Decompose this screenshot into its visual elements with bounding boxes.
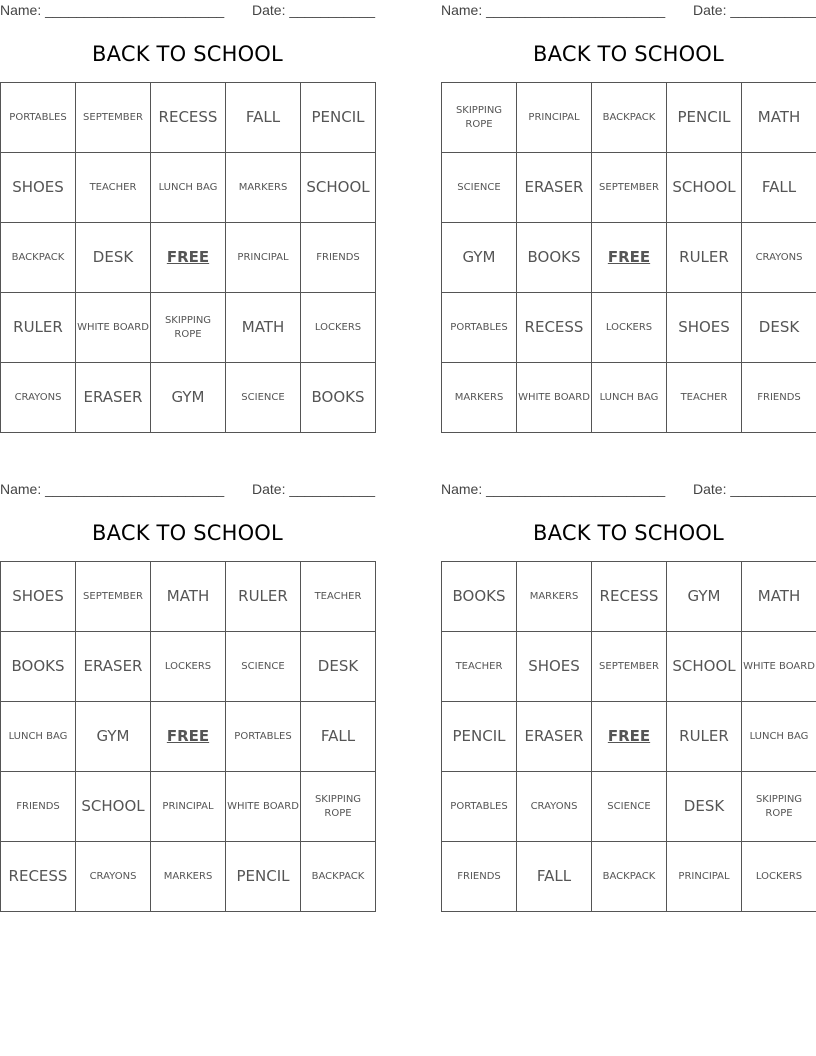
bingo-cell[interactable]: LOCKERS — [151, 632, 226, 702]
grid-row — [442, 702, 816, 772]
bingo-cell[interactable]: CRAYONS — [1, 363, 76, 433]
bingo-cell[interactable]: ERASER — [517, 153, 592, 223]
bingo-cell[interactable]: LUNCH BAG — [742, 702, 816, 772]
bingo-cell[interactable]: ERASER — [517, 702, 592, 772]
bingo-cell[interactable]: PORTABLES — [226, 702, 301, 772]
bingo-cell[interactable]: RECESS — [517, 293, 592, 363]
bingo-cell[interactable]: MARKERS — [442, 363, 517, 433]
bingo-cell[interactable]: SEPTEMBER — [76, 83, 151, 153]
bingo-cell[interactable]: PENCIL — [226, 842, 301, 912]
bingo-cell[interactable]: FRIENDS — [742, 363, 816, 433]
bingo-cell[interactable]: CRAYONS — [76, 842, 151, 912]
bingo-cell[interactable]: SHOES — [1, 153, 76, 223]
grid-row — [1, 363, 376, 433]
bingo-cell[interactable]: GYM — [667, 562, 742, 632]
bingo-cell[interactable]: MATH — [742, 562, 816, 632]
bingo-cell[interactable]: PRINCIPAL — [667, 842, 742, 912]
bingo-cell[interactable]: BACKPACK — [592, 83, 667, 153]
bingo-cell[interactable]: WHITE BOARD — [76, 293, 151, 363]
bingo-cell[interactable]: PENCIL — [301, 83, 376, 153]
name-field[interactable]: Name: _______________________ — [0, 2, 225, 18]
bingo-card-4 — [441, 479, 816, 911]
bingo-cell[interactable]: BOOKS — [1, 632, 76, 702]
bingo-cell[interactable]: BOOKS — [517, 223, 592, 293]
grid-row — [442, 632, 816, 702]
bingo-cell[interactable]: MARKERS — [517, 562, 592, 632]
bingo-cell[interactable]: RECESS — [1, 842, 76, 912]
bingo-cell[interactable]: RULER — [1, 293, 76, 363]
bingo-cell[interactable]: LOCKERS — [301, 293, 376, 363]
bingo-cell[interactable]: PENCIL — [442, 702, 517, 772]
grid-row — [1, 702, 376, 772]
bingo-cell[interactable]: SKIPPING ROPE — [301, 772, 376, 842]
bingo-cell[interactable]: FRIENDS — [1, 772, 76, 842]
bingo-cell[interactable]: GYM — [442, 223, 517, 293]
bingo-cell[interactable]: LOCKERS — [742, 842, 816, 912]
bingo-cell[interactable]: SHOES — [517, 632, 592, 702]
bingo-grid — [441, 561, 816, 912]
bingo-cell[interactable]: PORTABLES — [442, 772, 517, 842]
grid-row — [1, 153, 376, 223]
bingo-cell[interactable]: TEACHER — [442, 632, 517, 702]
date-field[interactable]: Date: ___________ — [252, 481, 375, 497]
header-line — [441, 481, 816, 499]
date-field[interactable]: Date: ___________ — [693, 481, 816, 497]
bingo-cell[interactable]: RULER — [667, 223, 742, 293]
grid-row — [442, 363, 816, 433]
bingo-cell[interactable]: FRIENDS — [442, 842, 517, 912]
bingo-cell[interactable]: SCIENCE — [226, 632, 301, 702]
bingo-cell[interactable]: MATH — [151, 562, 226, 632]
bingo-cell[interactable]: PENCIL — [667, 83, 742, 153]
grid-row — [1, 83, 376, 153]
bingo-cell[interactable]: SCIENCE — [592, 772, 667, 842]
grid-row — [442, 83, 816, 153]
grid-row — [1, 772, 376, 842]
name-field[interactable]: Name: _______________________ — [0, 481, 225, 497]
grid-row — [1, 562, 376, 632]
bingo-cell[interactable]: PORTABLES — [442, 293, 517, 363]
free-space-cell[interactable]: FREE — [592, 223, 667, 293]
bingo-cell[interactable]: TEACHER — [76, 153, 151, 223]
bingo-cell[interactable]: ERASER — [76, 632, 151, 702]
grid-row — [1, 632, 376, 702]
bingo-cell[interactable]: LUNCH BAG — [151, 153, 226, 223]
bingo-cell[interactable]: RECESS — [592, 562, 667, 632]
bingo-cell[interactable]: WHITE BOARD — [226, 772, 301, 842]
bingo-cell[interactable]: SEPTEMBER — [76, 562, 151, 632]
card-title: BACK TO SCHOOL — [533, 521, 724, 545]
grid-row — [442, 562, 816, 632]
bingo-cell[interactable]: PRINCIPAL — [517, 83, 592, 153]
name-field[interactable]: Name: _______________________ — [441, 481, 666, 497]
bingo-card-3 — [0, 479, 375, 911]
date-field[interactable]: Date: ___________ — [252, 2, 375, 18]
bingo-cell[interactable]: RECESS — [151, 83, 226, 153]
grid-row — [1, 223, 376, 293]
bingo-cell[interactable]: GYM — [76, 702, 151, 772]
bingo-cell[interactable]: DESK — [667, 772, 742, 842]
bingo-cell[interactable]: FALL — [301, 702, 376, 772]
bingo-cell[interactable]: SCHOOL — [301, 153, 376, 223]
bingo-cell[interactable]: WHITE BOARD — [742, 632, 816, 702]
bingo-cell[interactable]: RULER — [226, 562, 301, 632]
bingo-cell[interactable]: BACKPACK — [592, 842, 667, 912]
bingo-cell[interactable]: WHITE BOARD — [517, 363, 592, 433]
bingo-cell[interactable]: FALL — [742, 153, 816, 223]
bingo-cell[interactable]: SEPTEMBER — [592, 632, 667, 702]
bingo-cell[interactable]: SCHOOL — [667, 632, 742, 702]
bingo-cell[interactable]: SCIENCE — [442, 153, 517, 223]
grid-row — [442, 842, 816, 912]
bingo-cell[interactable]: MARKERS — [226, 153, 301, 223]
card-title: BACK TO SCHOOL — [92, 521, 283, 545]
bingo-cell[interactable]: PRINCIPAL — [151, 772, 226, 842]
grid-row — [442, 153, 816, 223]
bingo-cell[interactable]: PRINCIPAL — [226, 223, 301, 293]
card-title: BACK TO SCHOOL — [533, 42, 724, 66]
bingo-cell[interactable]: BOOKS — [301, 363, 376, 433]
bingo-cell[interactable]: FRIENDS — [301, 223, 376, 293]
bingo-grid — [0, 561, 376, 912]
bingo-cell[interactable]: FALL — [226, 83, 301, 153]
bingo-cell[interactable]: PORTABLES — [1, 83, 76, 153]
bingo-cell[interactable]: BACKPACK — [301, 842, 376, 912]
bingo-grid — [0, 82, 376, 433]
bingo-cell[interactable]: MATH — [226, 293, 301, 363]
bingo-cell[interactable]: BOOKS — [442, 562, 517, 632]
bingo-cell[interactable]: SCHOOL — [76, 772, 151, 842]
bingo-cell[interactable]: SCHOOL — [667, 153, 742, 223]
bingo-cell[interactable]: MARKERS — [151, 842, 226, 912]
bingo-cell[interactable]: CRAYONS — [517, 772, 592, 842]
card-title: BACK TO SCHOOL — [92, 42, 283, 66]
bingo-cell[interactable]: ERASER — [76, 363, 151, 433]
bingo-cell[interactable]: BACKPACK — [1, 223, 76, 293]
bingo-cell[interactable]: LUNCH BAG — [1, 702, 76, 772]
date-field[interactable]: Date: ___________ — [693, 2, 816, 18]
grid-row — [442, 772, 816, 842]
bingo-cell[interactable]: SKIPPING ROPE — [151, 293, 226, 363]
grid-row — [442, 223, 816, 293]
grid-row — [442, 293, 816, 363]
bingo-cell[interactable]: SEPTEMBER — [592, 153, 667, 223]
free-space-cell[interactable]: FREE — [592, 702, 667, 772]
free-space-cell[interactable]: FREE — [151, 223, 226, 293]
grid-row — [1, 293, 376, 363]
bingo-cell[interactable]: DESK — [76, 223, 151, 293]
header-line — [0, 2, 375, 20]
bingo-cell[interactable]: SHOES — [667, 293, 742, 363]
bingo-cell[interactable]: CRAYONS — [742, 223, 816, 293]
bingo-cell[interactable]: MATH — [742, 83, 816, 153]
bingo-cell[interactable]: GYM — [151, 363, 226, 433]
bingo-cell[interactable]: FALL — [517, 842, 592, 912]
bingo-cell[interactable]: LUNCH BAG — [592, 363, 667, 433]
bingo-cell[interactable]: LOCKERS — [592, 293, 667, 363]
bingo-cell[interactable]: SHOES — [1, 562, 76, 632]
name-field[interactable]: Name: _______________________ — [441, 2, 666, 18]
bingo-cell[interactable]: DESK — [301, 632, 376, 702]
bingo-cell[interactable]: DESK — [742, 293, 816, 363]
bingo-grid — [441, 82, 816, 433]
bingo-cell[interactable]: TEACHER — [667, 363, 742, 433]
bingo-cell[interactable]: TEACHER — [301, 562, 376, 632]
bingo-cell[interactable]: RULER — [667, 702, 742, 772]
bingo-card-2 — [441, 0, 816, 432]
header-line — [0, 481, 375, 499]
grid-row — [1, 842, 376, 912]
header-line — [441, 2, 816, 20]
bingo-cell[interactable]: SCIENCE — [226, 363, 301, 433]
bingo-card-1 — [0, 0, 375, 432]
free-space-cell[interactable]: FREE — [151, 702, 226, 772]
bingo-cell[interactable]: SKIPPING ROPE — [742, 772, 816, 842]
bingo-cell[interactable]: SKIPPING ROPE — [442, 83, 517, 153]
